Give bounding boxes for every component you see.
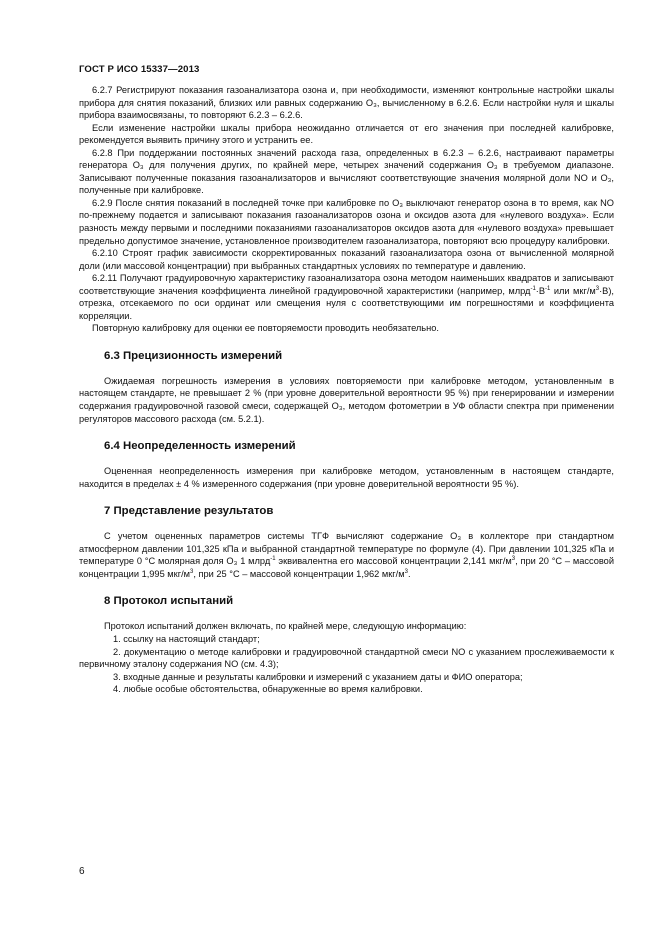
paragraph-6-4: Оцененная неопределенность измерения при калибровке методом, установленным в настоящем стандарте, находится в пределах ± 4 % измеренного содержания (при уровне доверительной вероятности 95 %).	[79, 466, 614, 489]
paragraph-6-2-11: 6.2.11 Получают градуировочную характеристику газоанализатора озона методом наименьших квадратов и записывают соответствующие значения коэффициента линейной градуировочной характеристики (например, $млрд^{-1}\cdot В^{-1}$ или мкг/$м^3\cdot В$), отрезка, отсекаемого по оси ординат или смещения нуля с соответствующими им погрешностями и коэффициента корреляции.	[79, 273, 614, 321]
list-item: 3. входные данные и результаты калибровки и измерений с указанием даты и ФИО оператора;	[113, 671, 523, 682]
page-number: 6	[79, 866, 85, 877]
paragraph-6-2-9: 6.2.9 После снятия показаний в последней точке при калибровке по O₃ выключают генератор озона в то время, как NO по-прежнему подается и записывают показания газоанализаторов озона и оксидов азота для «нулевого воздуха». Если разность между первыми и последними показаниями газоанализаторов оксидов азота для «нулевого воздуха» превышает предельно допустимое значение, установленное производителем газоанализатора, повторяют всю процедуру калибровки.	[79, 197, 614, 246]
paragraph-6-2-10: 6.2.10 Строят график зависимости скорректированных показаний газоанализатора озона от вычисленной молярной доли (или массовой концентрации) при выбранных стандартных условиях по температуре и давлению.	[79, 248, 614, 271]
paragraph-6-2-8: 6.2.8 При поддержании постоянных значений расхода газа, определенных в 6.2.3 – 6.2.6, настраивают параметры генератора O₃ для получения других, по крайней мере, четырех значений содержания O₃ в требуемом диапазоне. Записывают полученные показания газоанализаторов и вычисляют соответствующие значения молярной доли NO и O₃, полученные при калибровке.	[79, 147, 614, 196]
paragraph-6-2-7: 6.2.7 Регистрируют показания газоанализатора озона и, при необходимости, изменяют контрольные настройки шкалы прибора для снятия показаний, близких или равных содержанию O₃, вычисленному в 6.2.6. Если настройки нуля и шкалы прибора взаимосвязаны, то повторяют 6.2.3 – 6.2.6.	[79, 85, 614, 121]
running-header: ГОСТ Р ИСО 15337—2013	[79, 64, 200, 75]
page-body	[79, 84, 614, 696]
paragraph-6-3: Ожидаемая погрешность измерения в условиях повторяемости при калибровке методом, установленным в настоящем стандарте, не превышает 2 % (при уровне доверительной вероятности 95 %) при генерировании и измерении содержания градуировочной газовой смеси, содержащей O₃, методом фотометрии в УФ области спектра при применении регуляторов массового расхода (см. 5.2.1).	[79, 375, 614, 424]
list-item: 1. ссылку на настоящий стандарт;	[113, 633, 260, 644]
paragraph-7: С учетом оцененных параметров системы ТГФ вычисляют содержание O₃ в коллекторе при стандартном атмосферном давлении 101,325 кПа и выбранной стандартной температуре по формуле (4). При давлении 101,325 кПа и температуре 0 °С молярная доля O₃ 1 млрд$^{-1}$ эквивалентна его массовой концентрации 2,141 мкг/$м^3$, при 20 °С – массовой концентрации 1,995 мкг/$м^3$, при 25 °С – массовой концентрации 1,962 мкг/$м^3$.	[79, 531, 614, 579]
heading-8: 8 Протокол испытаний	[104, 595, 234, 608]
list-item: 4. любые особые обстоятельства, обнаруженные во время калибровки.	[113, 684, 423, 695]
list-item: 2. документацию о методе калибровки и градуировочной стандартной смеси NO с указанием прослеживаемости к первичному эталону содержания NO (см. 4.3);	[79, 646, 614, 670]
heading-6-3: 6.3 Прецизионность измерений	[104, 349, 283, 362]
heading-6-4: 6.4 Неопределенность измерений	[104, 440, 296, 453]
paragraph-8-intro: Протокол испытаний должен включать, по крайней мере, следующую информацию:	[104, 621, 467, 632]
paragraph-6-2-7-note: Если изменение настройки шкалы прибора неожиданно отличается от его значения при последней калибровке, рекомендуется выявить причину этого и устранить ее.	[79, 122, 614, 146]
heading-7: 7 Представление результатов	[104, 505, 274, 518]
paragraph-6-2-11-note: Повторную калибровку для оценки ее повторяемости проводить необязательно.	[92, 323, 439, 334]
